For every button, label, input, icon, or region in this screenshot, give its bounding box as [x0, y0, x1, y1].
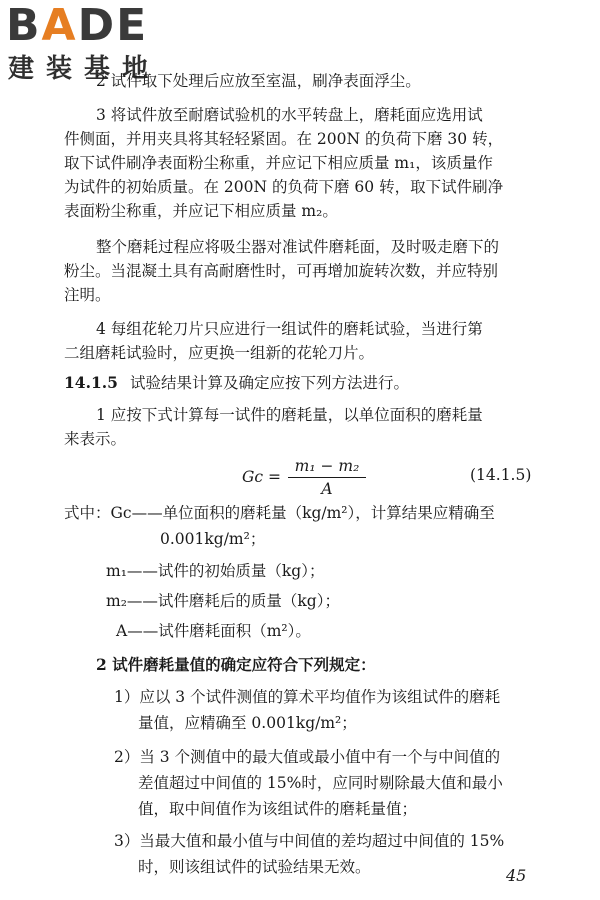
rule-3-line1: 3）当最大值和最小值与中间值的差均超过中间值的 15%	[114, 832, 505, 850]
formula-denominator: A	[321, 480, 333, 498]
section-heading: 试验结果计算及确定应按下列方法进行。	[130, 374, 410, 392]
fraction-bar	[288, 477, 366, 478]
paragraph-item-3-line2: 件侧面，并用夹具将其轻轻紧固。在 200N 的负荷下磨 30 转，	[64, 130, 504, 148]
definition-m1: m₁——试件的初始质量（kg）；	[106, 562, 325, 580]
rule-3-line2: 时，则该组试件的试验结果无效。	[138, 858, 371, 876]
paragraph-item-3-line1: 3 将试件放至耐磨试验机的水平转盘上，磨耗面应选用试	[96, 106, 483, 124]
definition-a: A——试件磨耗面积（m²）。	[116, 622, 311, 640]
equation-number: (14.1.5)	[470, 466, 532, 484]
rule-2-line3: 值，取中间值作为该组试件的磨耗量值；	[138, 800, 418, 818]
paragraph-item-4-line1: 4 每组花轮刀片只应进行一组试件的磨耗试验，当进行第	[96, 320, 483, 338]
formula-numerator: m₁ − m₂	[294, 457, 360, 475]
paragraph-dust-line1: 整个磨耗过程应将吸尘器对准试件磨耗面，及时吸走磨下的	[96, 238, 500, 256]
formula	[242, 457, 372, 500]
definition-gc: 式中：Gc——单位面积的磨耗量（kg/m²），计算结果应精确至	[64, 504, 495, 522]
formula-lhs: Gc =	[242, 468, 281, 486]
paragraph-item-2: 2 试件取下处理后应放至室温，刷净表面浮尘。	[96, 72, 421, 90]
paragraph-calc-line1: 1 应按下式计算每一试件的磨耗量，以单位面积的磨耗量	[96, 406, 483, 424]
rule-2-line1: 2）当 3 个测值中的最大值或最小值中有一个与中间值的	[114, 748, 501, 766]
section-number: 14.1.5	[64, 373, 118, 392]
rule-1-line2: 量值，应精确至 0.001kg/m²；	[138, 714, 357, 732]
rules-heading: 2 试件磨耗量值的确定应符合下列规定：	[96, 655, 376, 674]
paragraph-calc-line2: 来表示。	[64, 430, 127, 448]
logo-chinese-text: 建装基地	[8, 54, 161, 84]
logo-wordmark: BADE	[6, 0, 149, 51]
paragraph-dust-line2: 粉尘。当混凝土具有高耐磨性时，可再增加旋转次数，并应特别	[64, 262, 499, 280]
paragraph-item-4-line2: 二组磨耗试验时，应更换一组新的花轮刀片。	[64, 344, 375, 362]
paragraph-item-3-line5: 表面粉尘称重，并应记下相应质量 m₂。	[64, 202, 338, 220]
page-number: 45	[506, 866, 527, 885]
paragraph-item-3-line4: 为试件的初始质量。在 200N 的负荷下磨 60 转，取下试件刷净	[64, 178, 504, 196]
formula-fraction	[288, 456, 366, 499]
definition-m2: m₂——试件磨耗后的质量（kg）；	[106, 592, 340, 610]
rule-1-line1: 1）应以 3 个试件测值的算术平均值作为该组试件的磨耗	[114, 688, 501, 706]
rule-2-line2: 差值超过中间值的 15%时，应同时剔除最大值和最小	[138, 774, 503, 792]
paragraph-dust-line3: 注明。	[64, 286, 111, 304]
paragraph-item-3-line3: 取下试件刷净表面粉尘称重，并应记下相应质量 m₁，该质量作	[64, 154, 493, 172]
definition-gc-precision: 0.001kg/m²；	[160, 530, 266, 548]
